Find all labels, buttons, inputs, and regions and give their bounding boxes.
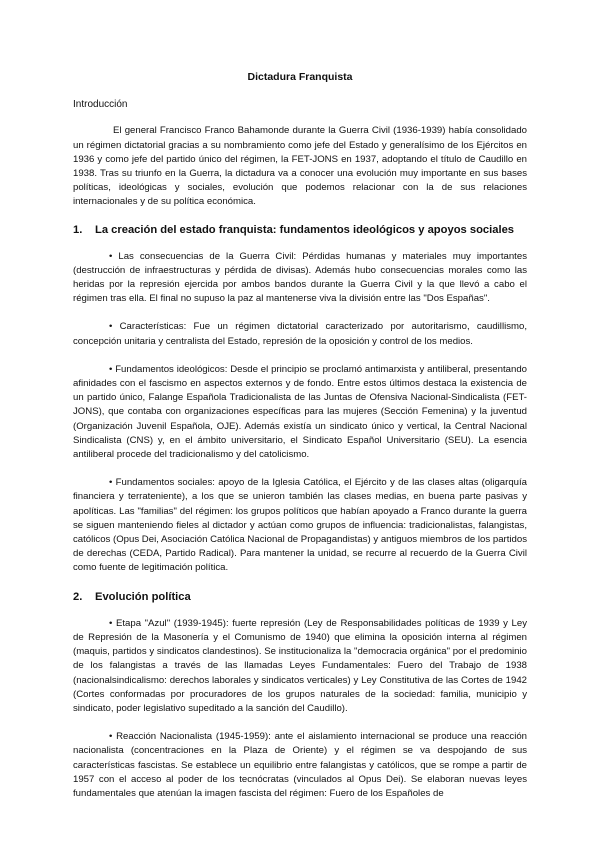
section-2-title: Evolución política <box>95 590 191 603</box>
section-2-paragraph: • Reacción Nacionalista (1945-1959): ante el aislamiento internacional se produce una reacción nacionalista (concentraciones en la Plaza de Oriente) y el régimen se va despojando de sus características fascistas. Se establece un equilibrio entre falangistas y católicos, que se rompe a partir de 1957 con el acceso al poder de los tecnócratas (vinculados al Opus Dei). Se elaboran nuevas leyes fundamentales que atenúan la imagen fascista del régimen: Fuero de los Españoles de <box>73 731 527 799</box>
section-1-heading <box>73 223 527 238</box>
section-1-title: La creación del estado franquista: fundamentos ideológicos y apoyos sociales <box>95 223 515 236</box>
document-title: Dictadura Franquista <box>247 71 353 83</box>
section-1-number: 1. <box>73 223 83 236</box>
section-1-paragraph: • Las consecuencias de la Guerra Civil: Pérdidas humanas y materiales muy importantes (destrucción de infraestructuras y pérdida de divisas). Además hubo consecuencias morales como las heridas por la represión ejercida por ambos bandos durante la Guerra Civil y la que llevó a cabo el régimen tras ella. El final no supuso la paz al mantenerse viva la división entre las "Dos Españas". <box>73 250 527 305</box>
section-2-paragraph: • Etapa "Azul" (1939-1945): fuerte represión (Ley de Responsabilidades políticas de 1939 y Ley de Represión de la Masonería y el Comunismo de 1940) que elimina la oposición interna al régimen (maquis, partidos y sindicatos clandestinos). Se institucionaliza la "democracia orgánica" por el predominio de los falangistas a través de las llamadas Leyes Fundamentales: Fuero del Trabajo de 1938 (nacionalsindicalismo: derechos laborales y sindicatos verticales) y Ley Constitutiva de las Cortes de 1942 (Cortes conformadas por procuradores de los grupos naturales de la sociedad: familia, municipio y sindicato, poder legislativo supeditado a la sanción del Caudillo). <box>73 617 527 714</box>
section-1-paragraph: • Fundamentos sociales: apoyo de la Iglesia Católica, el Ejército y de las clases altas (oligarquía financiera y terrateniente), a los que se unieron también las clases medias, en buena parte pasivas y apolíticas. Las "familias" del régimen: los grupos políticos que habían apoyado a Franco durante la guerra se siguen manteniendo fieles al dictador y actúan como grupos de influencia: tradicionalistas, falangistas, católicos (Opus Dei, Asociación Católica Nacional de Propagandistas) y antiguos miembros de los partidos de derechas (CEDA, Partido Radical). Para mantener la unidad, se recurre al recuerdo de la Guerra Civil como fuente de legitimación política. <box>73 477 527 574</box>
intro-heading: Introducción <box>73 99 128 111</box>
section-2-number: 2. <box>73 590 83 603</box>
section-2-heading <box>73 590 527 605</box>
section-1-paragraph: • Fundamentos ideológicos: Desde el principio se proclamó antimarxista y antiliberal, presentando afinidades con el fascismo en aspectos externos y de fondo. Entre estos últimos destaca la existencia de un partido único, Falange Española Tradicionalista de las Juntas de Ofensiva Nacional-Sindicalista (FET-JONS), que contaba con organizaciones específicas para las mujeres (Sección Femenina) y la juventud (Organización Juvenil Española, OJE). Además existía un sindicato único y vertical, la Central Nacional Sindicalista (CNS) y, en el ámbito universitario, el Sindicato Español Universitario (SEU). La esencia antiliberal procede del tradicionalismo y del catolicismo. <box>73 363 527 461</box>
section-1-paragraph: • Características: Fue un régimen dictatorial caracterizado por autoritarismo, caudillismo, concepción unitaria y centralista del Estado, represión de la oposición y control de los medios. <box>73 321 527 347</box>
intro-paragraph: El general Francisco Franco Bahamonde durante la Guerra Civil (1936-1939) había consolidado un régimen dictatorial gracias a su nombramiento como jefe del Estado y generalísimo de los Ejércitos en 1936 y como jefe del partido único del régimen, la FET-JONS en 1937, adoptando el título de Caudillo en 1938. Tras su triunfo en la Guerra, la dictadura va a conocer una evolución muy importante en sus bases políticas, ideológicas y sociales, evolución que podemos relacionar con la de sus relaciones internacionales y de su política económica. <box>73 125 527 208</box>
